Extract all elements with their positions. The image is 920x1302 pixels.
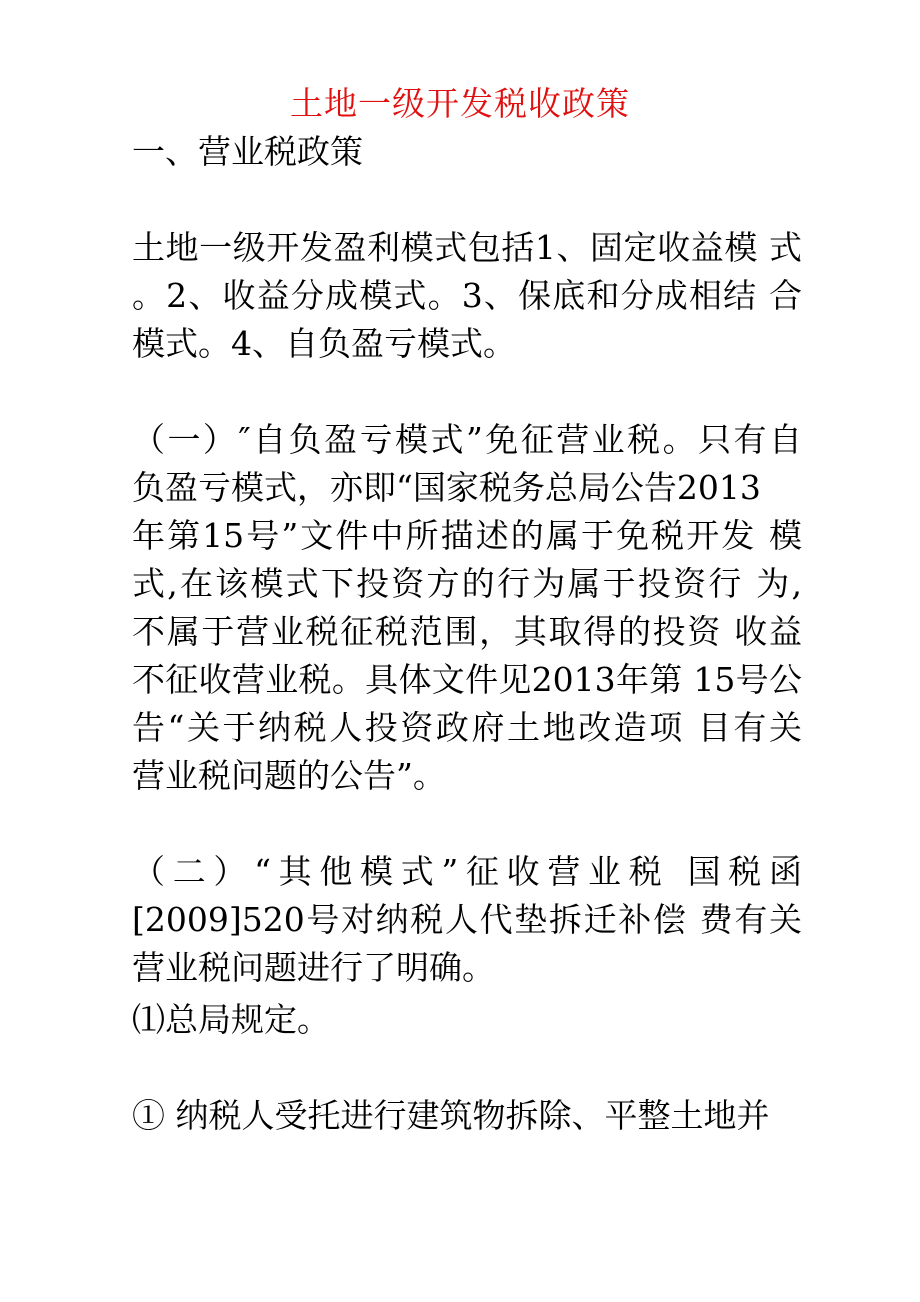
paragraph-line: 。2、收益分成模式。3、保底和分成相结 合 [132,276,802,315]
paragraph-line: 不征收营业税。具体文件见2013年第 15号公 [132,660,802,699]
paragraph-line: 告“关于纳税人投资政府土地改造项 目有关 [132,708,802,747]
paragraph-line: （一）″自负盈亏模式”免征营业税。只有自 [132,420,802,459]
paragraph-line: 负盈亏模式，亦即“国家税务总局公告2013 [132,468,761,507]
document-title: 土地一级开发税收政策 [290,84,630,123]
paragraph-line: 年第15号”文件中所描述的属于免税开发 模 [132,516,802,555]
section-heading: 一、营业税政策 [132,132,363,171]
paragraph-line: 营业税问题的公告”。 [132,756,446,795]
paragraph-line: 营业税问题进行了明确。 [132,948,495,987]
paragraph-line: 式,在该模式下投资方的行为属于投资行 为, [132,564,802,603]
paragraph-line: （二）“其他模式”征收营业税 国税函 [132,852,802,891]
paragraph-line: 不属于营业税征税范围，其取得的投资 收益 [132,612,802,651]
paragraph-line: [2009]520号对纳税人代垫拆迁补偿 费有关 [132,900,802,939]
paragraph-line: 模式。4、自负盈亏模式。 [132,324,516,363]
list-item: ① 纳税人受托进行建筑物拆除、平整土地并 [132,1096,770,1135]
list-item: ⑴总局规定。 [132,1000,330,1039]
paragraph-line: 土地一级开发盈利模式包括1、固定收益模 式 [132,228,802,267]
